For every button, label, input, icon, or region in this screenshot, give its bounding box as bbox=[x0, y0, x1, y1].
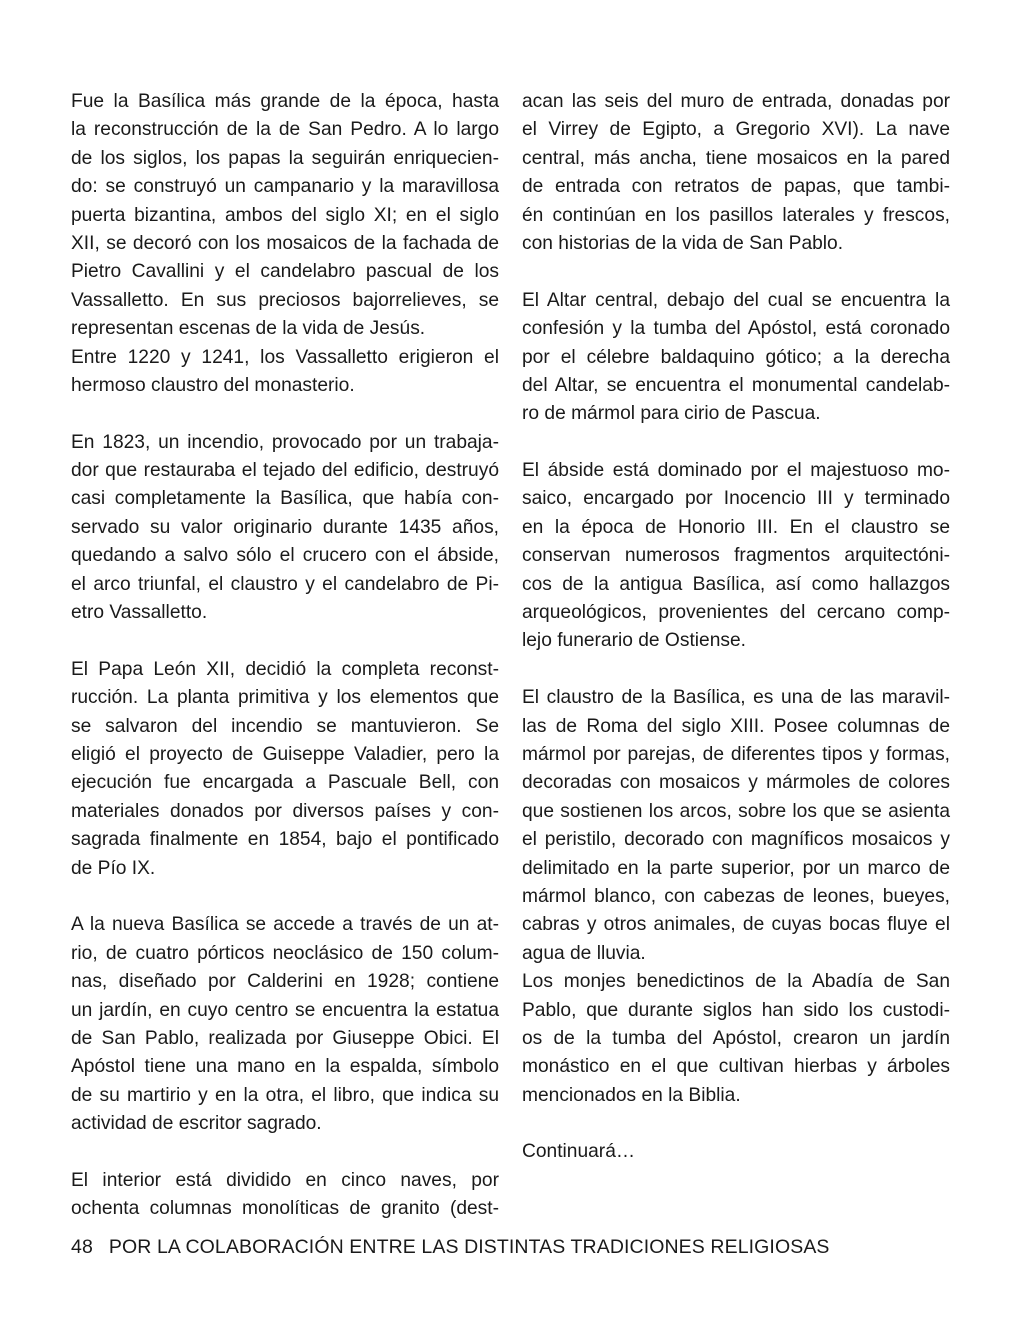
text-line: ro de mármol para cirio de Pascua. bbox=[522, 403, 821, 425]
text-line: ejecución fue encargada a Pascuale Bell, con bbox=[71, 772, 499, 794]
running-title: POR LA COLABORACIÓN ENTRE LAS DISTINTAS TRADICIONES RELIGIOSAS bbox=[108, 1236, 830, 1258]
text-line: ochenta columnas monolíticas de granito (dest- bbox=[71, 1198, 499, 1220]
text-line: arqueológicos, provenientes del cercano comp- bbox=[522, 602, 950, 624]
right-text-column bbox=[522, 88, 950, 1167]
text-line: saico, encargado por Inocencio III y terminado bbox=[522, 488, 950, 510]
paragraph-gap bbox=[71, 883, 499, 911]
paragraph-gap bbox=[522, 656, 950, 684]
text-line: de su martirio y en la otra, el libro, que indica su bbox=[71, 1084, 499, 1106]
text-line: un jardín, en cuyo centro se encuentra la estatua bbox=[71, 999, 499, 1021]
text-line: Fue la Basílica más grande de la época, hasta bbox=[71, 91, 499, 112]
text-line: confesión y la tumba del Apóstol, está coronado bbox=[522, 318, 950, 340]
text-line: el Virrey de Egipto, a Gregorio XVI). La nave bbox=[522, 119, 950, 141]
text-line: el arco triunfal, el claustro y el candelabro de Pi- bbox=[71, 573, 499, 595]
text-line: etro Vassalletto. bbox=[71, 602, 208, 624]
text-line: que sostienen los arcos, sobre los que se asienta bbox=[522, 800, 950, 822]
text-line: agua de lluvia. bbox=[522, 942, 646, 964]
text-line: El interior está dividido en cinco naves, por bbox=[71, 1169, 499, 1191]
text-line: én continúan en los pasillos laterales y frescos, bbox=[522, 204, 950, 226]
page-number: 48 bbox=[71, 1236, 93, 1258]
text-line: monástico en el que cultivan hierbas y árboles bbox=[522, 1056, 950, 1078]
text-line: os de la tumba del Apóstol, crearon un jardín bbox=[522, 1027, 950, 1049]
text-line: do: se construyó un campanario y la maravillosa bbox=[71, 176, 499, 198]
text-line: representan escenas de la vida de Jesús. bbox=[71, 318, 426, 340]
text-line: cos de la antigua Basílica, así como hallazgos bbox=[522, 573, 950, 595]
text-line: El claustro de la Basílica, es una de las maravil- bbox=[522, 687, 950, 709]
text-line: de San Pablo, realizada por Giuseppe Obici. El bbox=[71, 1027, 499, 1049]
text-line: Pietro Cavallini y el candelabro pascual de los bbox=[71, 261, 499, 283]
paragraph-gap bbox=[71, 400, 499, 428]
text-line: la reconstrucción de la de San Pedro. A lo largo bbox=[71, 119, 499, 141]
text-line: mencionados en la Biblia. bbox=[522, 1084, 741, 1106]
text-line: rio, de cuatro pórticos neoclásico de 150 colum- bbox=[71, 942, 499, 964]
paragraph-gap bbox=[522, 429, 950, 457]
text-line: en la época de Honorio III. En el claustro se bbox=[522, 516, 950, 538]
text-line: rucción. La planta primitiva y los elementos que bbox=[71, 687, 499, 709]
text-line: de entrada con retratos de papas, que tambi- bbox=[522, 176, 950, 198]
text-line: cabras y otros animales, de cuyas bocas fluye el bbox=[522, 914, 950, 936]
text-line: XII, se decoró con los mosaicos de la fachada de bbox=[71, 232, 499, 254]
text-line: nas, diseñado por Calderini en 1928; contiene bbox=[71, 971, 499, 993]
text-line: acan las seis del muro de entrada, donadas por bbox=[522, 91, 950, 112]
text-line: dor que restauraba el tejado del edificio, destruyó bbox=[71, 460, 499, 482]
text-line: del Altar, se encuentra el monumental candelab- bbox=[522, 374, 950, 396]
text-line: En 1823, un incendio, provocado por un trabaja- bbox=[71, 431, 499, 453]
text-line: conservan numerosos fragmentos arquitectóni- bbox=[522, 545, 950, 567]
paragraph-gap bbox=[522, 258, 950, 286]
text-line: El Papa León XII, decidió la completa reconst- bbox=[71, 658, 499, 680]
text-line: puerta bizantina, ambos del siglo XI; en el siglo bbox=[71, 204, 499, 226]
paragraph-gap bbox=[71, 627, 499, 655]
left-text-column bbox=[71, 88, 499, 1224]
text-line: delimitado en la parte superior, por un marco de bbox=[522, 857, 950, 879]
text-line: se salvaron del incendio se mantuvieron. Se bbox=[71, 715, 499, 737]
text-line: mármol blanco, con cabezas de leones, bueyes, bbox=[522, 885, 950, 907]
text-line: mármol por parejas, de diferentes tipos y formas, bbox=[522, 743, 950, 765]
text-line: A la nueva Basílica se accede a través de un at- bbox=[71, 914, 499, 936]
text-line: El Altar central, debajo del cual se encuentra la bbox=[522, 289, 950, 311]
text-line: Continuará… bbox=[522, 1141, 636, 1163]
text-line: casi completamente la Basílica, que había con- bbox=[71, 488, 499, 510]
text-line: las de Roma del siglo XIII. Posee columnas de bbox=[522, 715, 950, 737]
text-line: central, más ancha, tiene mosaicos en la pared bbox=[522, 147, 950, 169]
text-line: quedando a salvo sólo el crucero con el ábside, bbox=[71, 545, 499, 567]
text-line: lejo funerario de Ostiense. bbox=[522, 630, 746, 652]
text-line: Entre 1220 y 1241, los Vassalletto erigieron el bbox=[71, 346, 499, 368]
text-line: Pablo, que durante siglos han sido los custodi- bbox=[522, 999, 950, 1021]
text-line: decoradas con mosaicos y mármoles de colores bbox=[522, 772, 950, 794]
text-line: de los siglos, los papas la seguirán enriquecien- bbox=[71, 147, 499, 169]
text-line: hermoso claustro del monasterio. bbox=[71, 374, 355, 396]
text-line: eligió el proyecto de Guiseppe Valadier, pero la bbox=[71, 743, 499, 765]
text-line: Apóstol tiene una mano en la espalda, símbolo bbox=[71, 1056, 499, 1078]
paragraph-gap bbox=[71, 1138, 499, 1166]
text-line: El ábside está dominado por el majestuoso mo- bbox=[522, 460, 950, 482]
text-line: de Pío IX. bbox=[71, 857, 156, 879]
text-line: por el célebre baldaquino gótico; a la derecha bbox=[522, 346, 950, 368]
text-line: Vassalletto. En sus preciosos bajorrelieves, se bbox=[71, 289, 499, 311]
text-line: materiales donados por diversos países y con- bbox=[71, 800, 499, 822]
page-footer bbox=[71, 1236, 830, 1259]
text-line: sagrada finalmente en 1854, bajo el pontificado bbox=[71, 829, 499, 851]
text-line: con historias de la vida de San Pablo. bbox=[522, 232, 844, 254]
text-line: Los monjes benedictinos de la Abadía de San bbox=[522, 971, 950, 993]
paragraph-gap bbox=[522, 1110, 950, 1138]
text-line: el peristilo, decorado con magníficos mosaicos y bbox=[522, 829, 950, 851]
text-line: actividad de escritor sagrado. bbox=[71, 1113, 322, 1135]
text-line: servado su valor originario durante 1435 años, bbox=[71, 516, 499, 538]
